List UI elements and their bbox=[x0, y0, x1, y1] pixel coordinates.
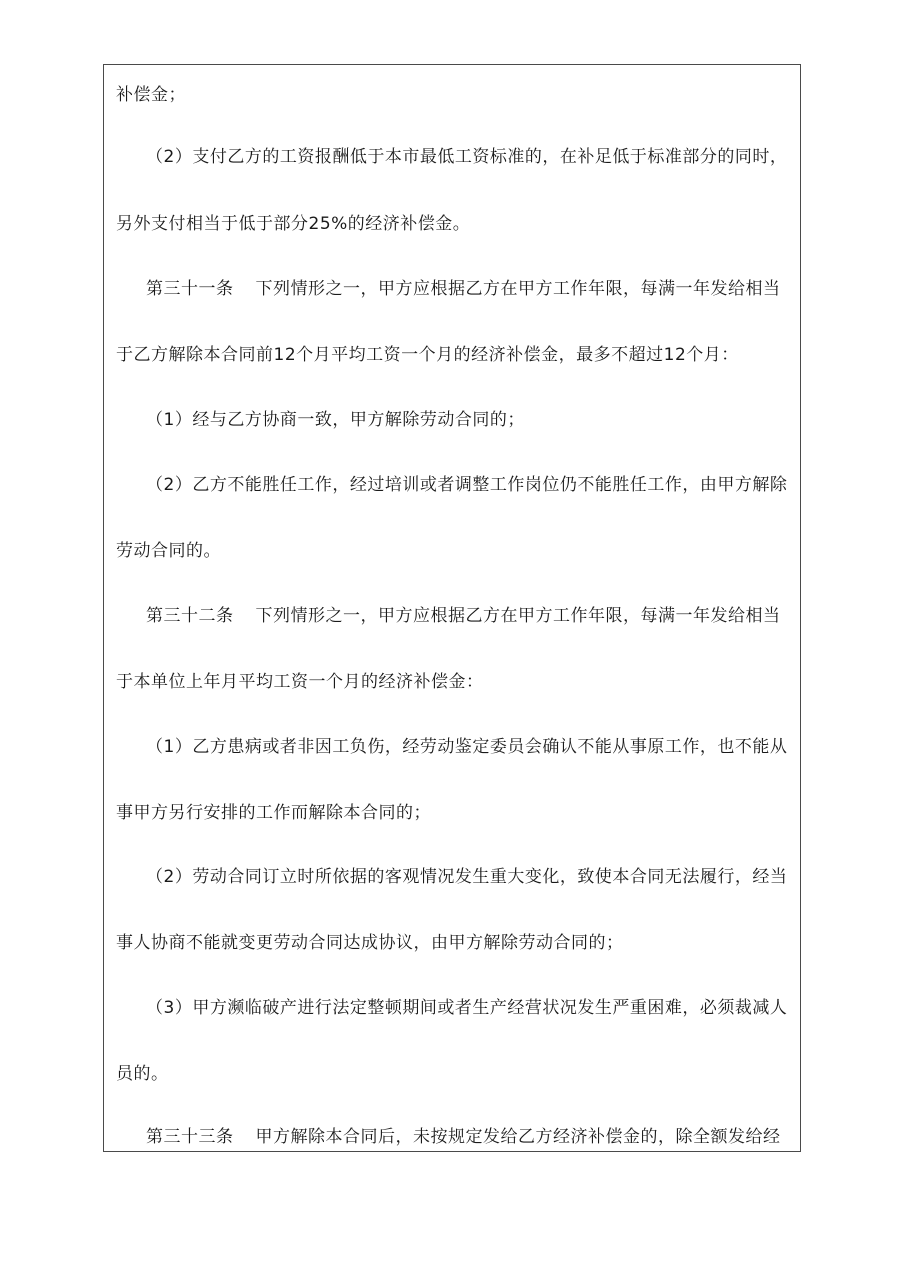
line-text: （1）经与乙方协商一致，甲方解除劳动合同的； bbox=[146, 410, 525, 430]
article-33-line bbox=[146, 1125, 794, 1149]
text-line bbox=[146, 145, 794, 169]
text-line bbox=[116, 539, 794, 563]
line-text: 员的。 bbox=[116, 1064, 169, 1084]
article-31-line bbox=[146, 277, 794, 301]
line-text: 下列情形之一，甲方应根据乙方在甲方工作年限，每满一年发给相当 bbox=[255, 279, 781, 299]
line-text: 补偿金； bbox=[116, 85, 186, 105]
text-line bbox=[116, 801, 794, 825]
line-text: 事人协商不能就变更劳动合同达成协议，由甲方解除劳动合同的； bbox=[116, 933, 624, 953]
line-text: 于乙方解除本合同前12个月平均工资一个月的经济补偿金，最多不超过12个月： bbox=[116, 345, 739, 365]
text-line bbox=[116, 83, 794, 107]
text-line bbox=[116, 931, 794, 955]
line-text: （3）甲方濒临破产进行法定整顿期间或者生产经营状况发生严重困难，必须裁减人 bbox=[146, 998, 788, 1018]
line-text: 于本单位上年月平均工资一个月的经济补偿金： bbox=[116, 672, 484, 692]
line-text: 事甲方另行安排的工作而解除本合同的； bbox=[116, 803, 431, 823]
article-number: 第三十一条 bbox=[146, 279, 234, 299]
article-32-line bbox=[146, 604, 794, 628]
text-line bbox=[146, 996, 794, 1020]
line-text: 劳动合同的。 bbox=[116, 541, 221, 561]
text-line bbox=[146, 473, 794, 497]
text-line bbox=[116, 212, 794, 236]
line-text: 另外支付相当于低于部分25%的经济补偿金。 bbox=[116, 214, 471, 234]
text-line bbox=[116, 1062, 794, 1086]
line-text: （2）乙方不能胜任工作，经过培训或者调整工作岗位仍不能胜任工作，由甲方解除 bbox=[146, 475, 788, 495]
text-line bbox=[116, 343, 794, 367]
line-text: 下列情形之一，甲方应根据乙方在甲方工作年限，每满一年发给相当 bbox=[255, 606, 781, 626]
article-number: 第三十二条 bbox=[146, 606, 234, 626]
line-text: 甲方解除本合同后，未按规定发给乙方经济补偿金的，除全额发给经 bbox=[255, 1127, 781, 1147]
text-line bbox=[146, 865, 794, 889]
line-text: （2）支付乙方的工资报酬低于本市最低工资标准的，在补足低于标准部分的同时， bbox=[146, 147, 788, 167]
text-line bbox=[146, 735, 794, 759]
line-text: （1）乙方患病或者非因工负伤，经劳动鉴定委员会确认不能从事原工作，也不能从 bbox=[146, 737, 788, 757]
text-line bbox=[116, 670, 794, 694]
document-frame bbox=[103, 64, 801, 1152]
article-number: 第三十三条 bbox=[146, 1127, 234, 1147]
line-text: （2）劳动合同订立时所依据的客观情况发生重大变化，致使本合同无法履行，经当 bbox=[146, 867, 788, 887]
text-line bbox=[146, 408, 794, 432]
